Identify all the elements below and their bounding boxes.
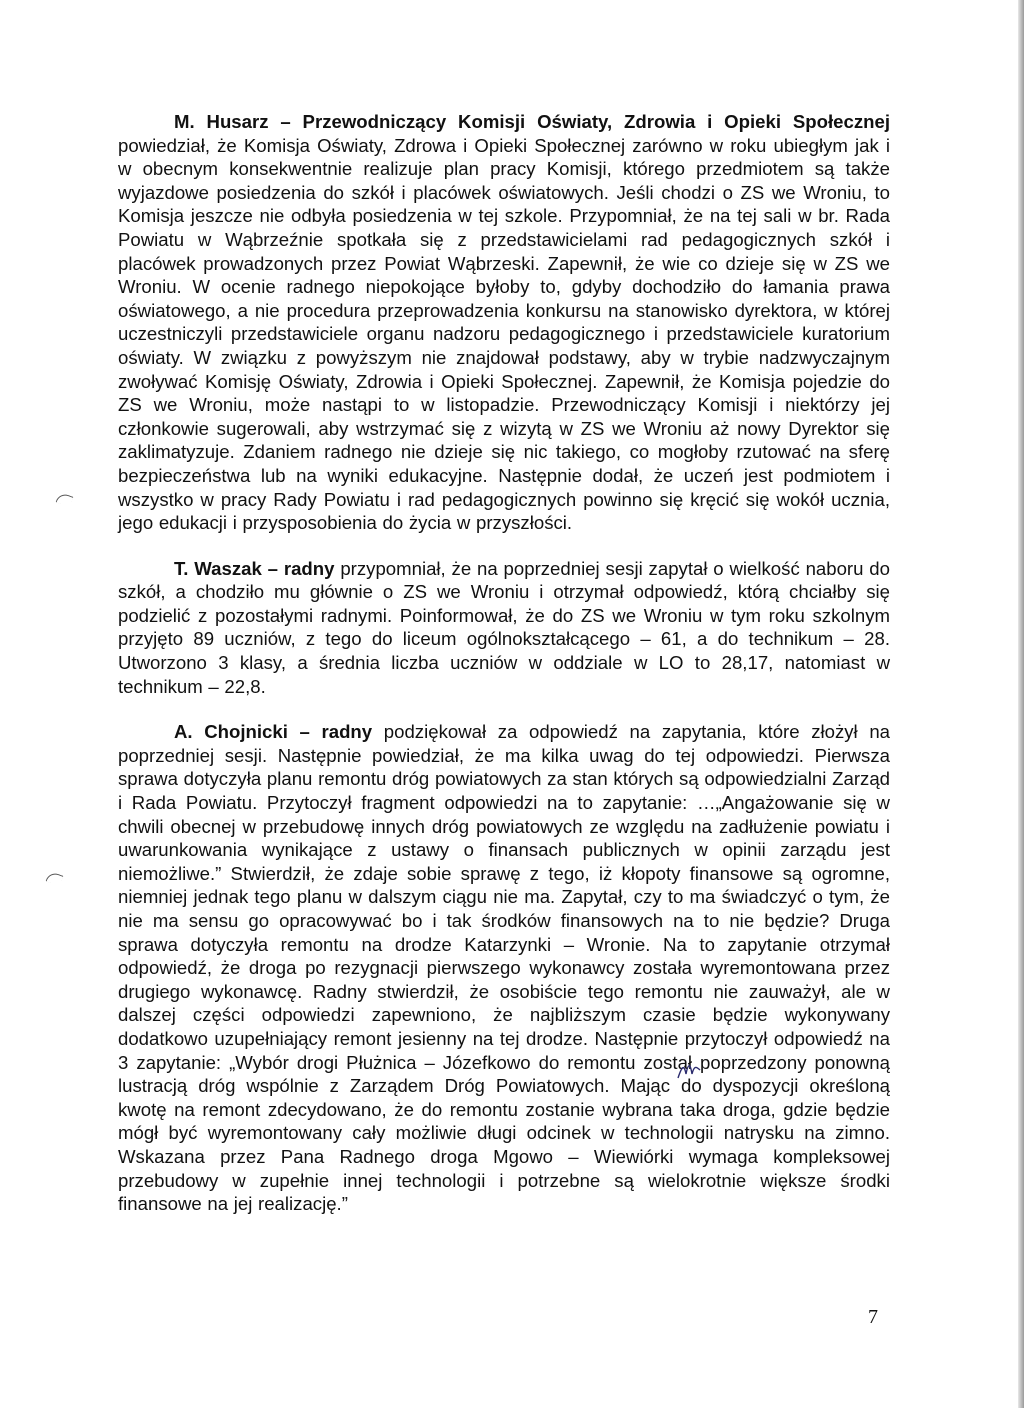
- paragraph-text: przypomniał, że na poprzedniej sesji zapytał o wielkość naboru do szkół, a chodziło mu głównie o ZS we Wroniu i otrzymał odpowiedź, którą chciałby się podzielić z pozostałymi radnymi. Poinformował, że do ZS we Wroniu w tym roku szkolnym przyjęto 89 uczniów, z tego do liceum ogólnokształcącego – 61, a do technikum – 28. Utworzono 3 klasy, a średnia liczba uczniów w oddziale w LO to 28,17, natomiast w technikum – 22,8.: [118, 557, 890, 697]
- paragraph-waszak: [118, 557, 890, 699]
- scan-mark: [46, 871, 64, 886]
- speaker-name: A. Chojnicki – radny: [174, 721, 373, 743]
- page-number: 7: [868, 1306, 878, 1328]
- scan-mark: [56, 492, 74, 507]
- paragraph-chojnicki: [118, 720, 890, 1215]
- paragraph-text: podziękował za odpowiedź na zapytania, które złożył na poprzedniej sesji. Następnie powiedział, że ma kilka uwag do tej odpowiedzi. Pierwsza sprawa dotyczyła planu remontu dróg powiatowych za stan których są odpowiedzialni Zarząd i Rada Powiatu. Przytoczył fragment odpowiedzi na to zapytanie: …„Angażowanie się w chwili obecnej w przebudowę innych dróg powiatowych ze względu na zadłużenie powiatu i uwarunkowania wynikające z ustawy o finansach publicznych w opinii zarządu jest niemożliwe.” Stwierdził, że zdaje sobie sprawę z tego, iż kłopoty finansowe są ogromne, niemniej jednak tego planu w dalszym ciągu nie ma. Zapytał, czy to ma świadczyć o tym, że nie ma sensu go opracowywać bo i tak środków finansowych na to nie będzie? Druga sprawa dotyczyła remontu na drodze Katarzynki – Wronie. Na to zapytanie otrzymał odpowiedź, że droga po rezygnacji pierwszego wykonawcy została wyremontowana przez drugiego wykonawcę. Radny stwierdził, że osobiście tego remontu nie zauważył, ale w dalszej części odpowiedzi zapewniono, że najbliższym czasie będzie wykonywany dodatkowo uzupełniający remont jesienny na tej drodze. Następnie przytoczył odpowiedź na 3 zapytanie: „Wybór drogi Płużnica – Józefkowo do remontu został poprzedzony ponowną lustracją dróg wspólnie z Zarządem Dróg Powiatowych. Mając do dyspozycji określoną kwotę na remont zdecydowano, że do remontu zostanie wybrana taka droga, gdzie będzie mógł być wyremontowany cały możliwie długi odcinek w technologii natrysku na zimno. Wskazana przez Pana Radnego droga Mgowo – Wiewiórki wymaga kompleksowej przebudowy w zupełnie innej technologii i potrzebne są wielokrotnie większe środki finansowe na jej realizację.”: [118, 721, 890, 1215]
- scan-edge-shadow: [1018, 0, 1024, 1408]
- speaker-name: T. Waszak – radny: [174, 557, 335, 579]
- paragraph-text: powiedział, że Komisja Oświaty, Zdrowa i Opieki Społecznej zarówno w roku ubiegłym jak i w obecnym konsekwentnie realizuje plan pracy Komisji, którego przedmiotem są także wyjazdowe posiedzenia do szkół i placówek oświatowych. Jeśli chodzi o ZS we Wroniu, to Komisja jeszcze nie odbyła posiedzenia w tej szkole. Przypomniał, że na tej sali w br. Rada Powiatu w Wąbrzeźnie spotkała się z przedstawicielami rad pedagogicznych szkół i placówek prowadzonych przez Powiat Wąbrzeski. Zapewnił, że wie co dzieje się w ZS we Wroniu. W ocenie radnego niepokojące byłoby to, gdyby dochodziło do łamania prawa oświatowego, a nie procedura przeprowadzenia konkursu na stanowisko dyrektora, w której uczestniczyli przedstawiciele organu nadzoru pedagogicznego i przedstawiciele kuratorium oświaty. W związku z powyższym nie znajdował podstawy, aby w trybie nadzwyczajnym zwoływać Komisję Oświaty, Zdrowia i Opieki Społecznej. Zapewnił, że Komisja pojedzie do ZS we Wroniu, może nastąpi to w listopadzie. Przewodniczący Komisji i niektórzy jej członkowie sugerowali, aby wstrzymać się z wizytą w ZS we Wroniu aż nowy Dyrektor się zaklimatyzuje. Zdaniem radnego nie dzieje się nic takiego, co mogłoby rzutować na sferę bezpieczeństwa lub na wyniki edukacyjne. Następnie dodał, że uczeń jest podmiotem i wszystko w pracy Rady Powiatu i rad pedagogicznych powinno się kręcić się wokół ucznia, jego edukacji i przysposobienia do życia w przyszłości.: [118, 134, 890, 534]
- speaker-name: M. Husarz – Przewodniczący Komisji Oświaty, Zdrowia i Opieki Społecznej: [174, 111, 890, 132]
- paragraph-husarz: [118, 110, 890, 535]
- document-body: [118, 110, 890, 1216]
- handwritten-correction-mark: [674, 1056, 704, 1084]
